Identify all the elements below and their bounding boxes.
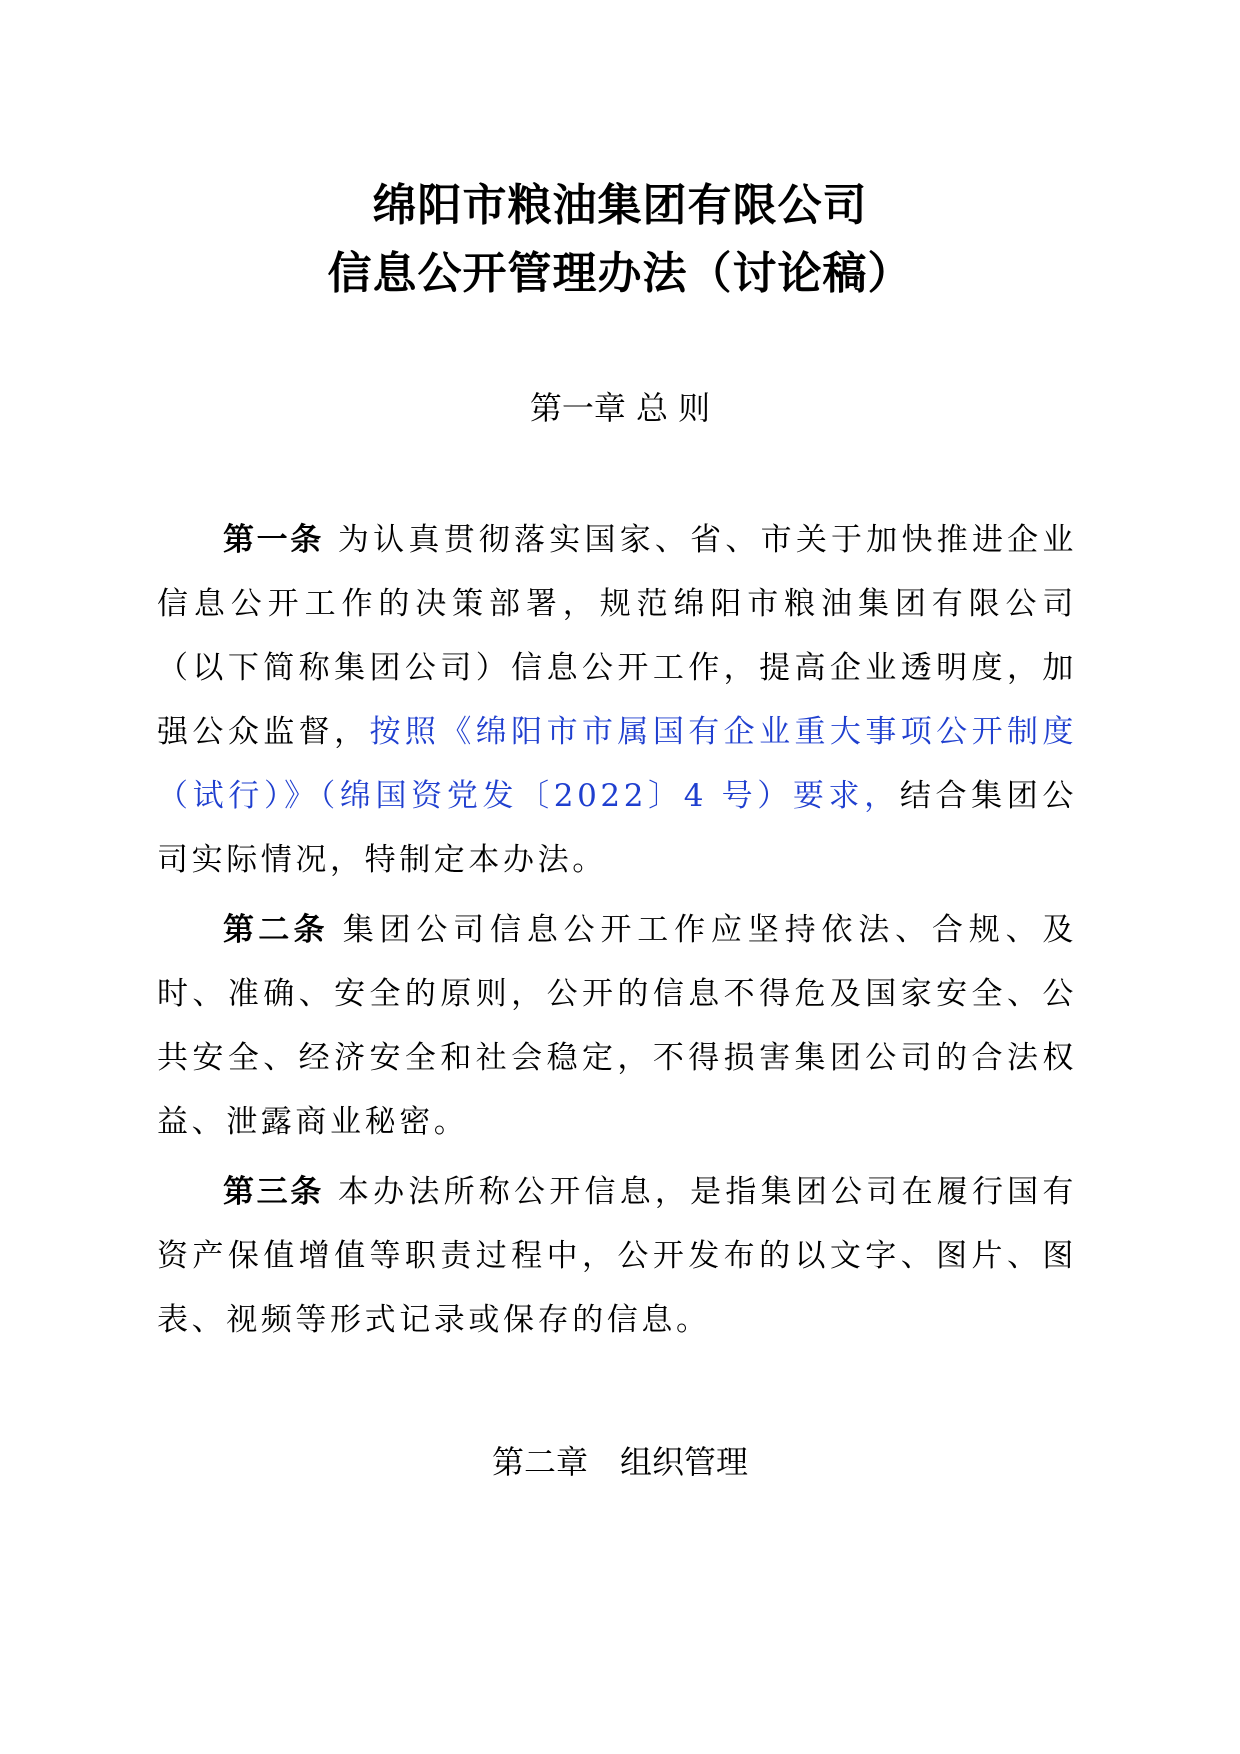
article-1-text-after: 结合集团公司实际情况，特制定本办法。 xyxy=(157,778,1077,878)
article-2 xyxy=(157,898,1077,1154)
article-1-text-before: 为认真贯彻落实国家、省、市关于加快推进企业信息公开工作的决策部署，规范绵阳市粮油集团有限公司（以下简称集团公司）信息公开工作，提高企业透明度，加强公众监督， xyxy=(157,522,1078,750)
article-3-text: 本办法所称公开信息，是指集团公司在履行国有资产保值增值等职责过程中，公开发布的以文字、图片、图表、视频等形式记录或保存的信息。 xyxy=(157,1174,1078,1338)
article-2-label: 第二条 xyxy=(223,912,329,948)
article-3-label: 第三条 xyxy=(223,1174,324,1210)
article-1-label: 第一条 xyxy=(223,522,324,558)
document-title-line-1: 绵阳市粮油集团有限公司 xyxy=(372,180,868,231)
article-1 xyxy=(157,508,1077,892)
article-3 xyxy=(157,1160,1077,1352)
chapter-1-heading: 第一章 总 则 xyxy=(529,389,711,427)
document-title-line-2: 信息公开管理办法（讨论稿） xyxy=(327,248,913,299)
article-1-reference: 按照《绵阳市市属国有企业重大事项公开制度（试行）》（绵国资党发〔2022〕4 号）要求， xyxy=(157,714,1077,814)
chapter-2-heading: 第二章 组织管理 xyxy=(491,1443,748,1481)
article-2-text: 集团公司信息公开工作应坚持依法、合规、及时、准确、安全的原则，公开的信息不得危及国家安全、公共安全、经济安全和社会稳定，不得损害集团公司的合法权益、泄露商业秘密。 xyxy=(157,912,1078,1140)
